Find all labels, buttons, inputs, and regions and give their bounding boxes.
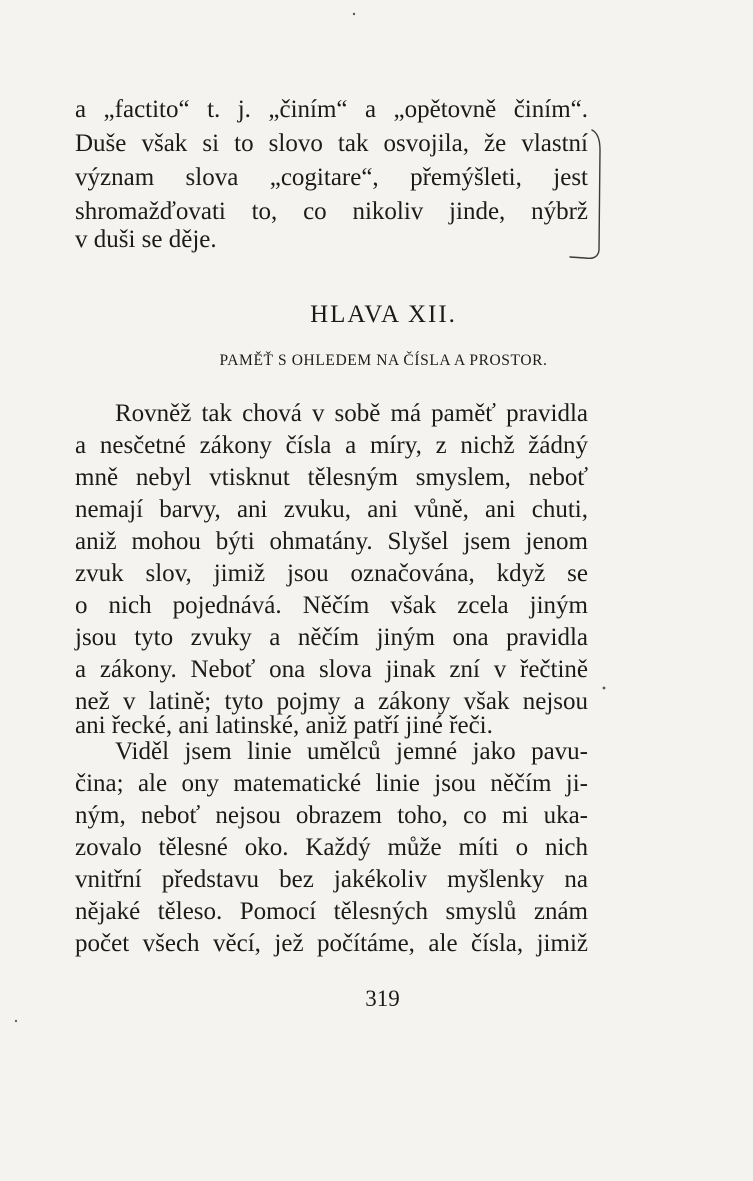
text-line: a „factito“ t. j. „činím“ a „opětovně činím“. — [75, 96, 588, 123]
text-line: nemají barvy, ani zvuku, ani vůně, ani chuti, — [75, 496, 588, 523]
text-line: aniž mohou býti ohmatány. Slyšel jsem jenom — [75, 528, 588, 555]
text-line: o nich pojednává. Něčím však zcela jiným — [75, 592, 588, 619]
text-line: Viděl jsem linie umělců jemné jako pavu- — [115, 738, 588, 765]
text-line: čina; ale ony matematické linie jsou něčím ji- — [75, 770, 588, 797]
text-line: a zákony. Neboť ona slova jinak zní v řečtině — [75, 656, 588, 683]
chapter-heading: HLAVA XII. — [310, 301, 457, 328]
text-line: shromažďovati to, co nikoliv jinde, nýbrž — [75, 198, 588, 225]
text-line: význam slova „cogitare“, přemýšleti, jest — [75, 164, 588, 191]
text-line: nějaké těleso. Pomocí tělesných smyslů znám — [75, 898, 588, 925]
page-number: 319 — [365, 986, 400, 1011]
text-line: vnitřní představu bez jakékoliv myšlenky na — [75, 866, 588, 893]
text-line: počet všech věcí, jež počítáme, ale čísla, jimiž — [75, 930, 588, 957]
text-line: v duši se děje. — [75, 226, 217, 253]
text-line: zvuk slov, jimiž jsou označována, když se — [75, 560, 588, 587]
text-line: mně nebyl vtisknut tělesným smyslem, neboť — [75, 464, 588, 491]
text-line: než v latině; tyto pojmy a zákony však nejsou — [75, 688, 588, 715]
chapter-subheading: PAMĚŤ S OHLEDEM NA ČÍSLA A PROSTOR. — [219, 352, 548, 369]
text-line: Rovněž tak chová v sobě má paměť pravidla — [115, 400, 588, 427]
text-line: ani řecké, ani latinské, aniž patří jiné řeči. — [75, 712, 493, 739]
text-line: a nesčetné zákony čísla a míry, z nichž žádný — [75, 432, 588, 459]
text-line: Duše však si to slovo tak osvojila, že vlastní — [75, 130, 588, 157]
text-line: zovalo tělesné oko. Každý může míti o nich — [75, 834, 588, 861]
text-line: ným, neboť nejsou obrazem toho, co mi uka- — [75, 802, 588, 829]
text-line: jsou tyto zvuky a něčím jiným ona pravidla — [75, 624, 588, 651]
